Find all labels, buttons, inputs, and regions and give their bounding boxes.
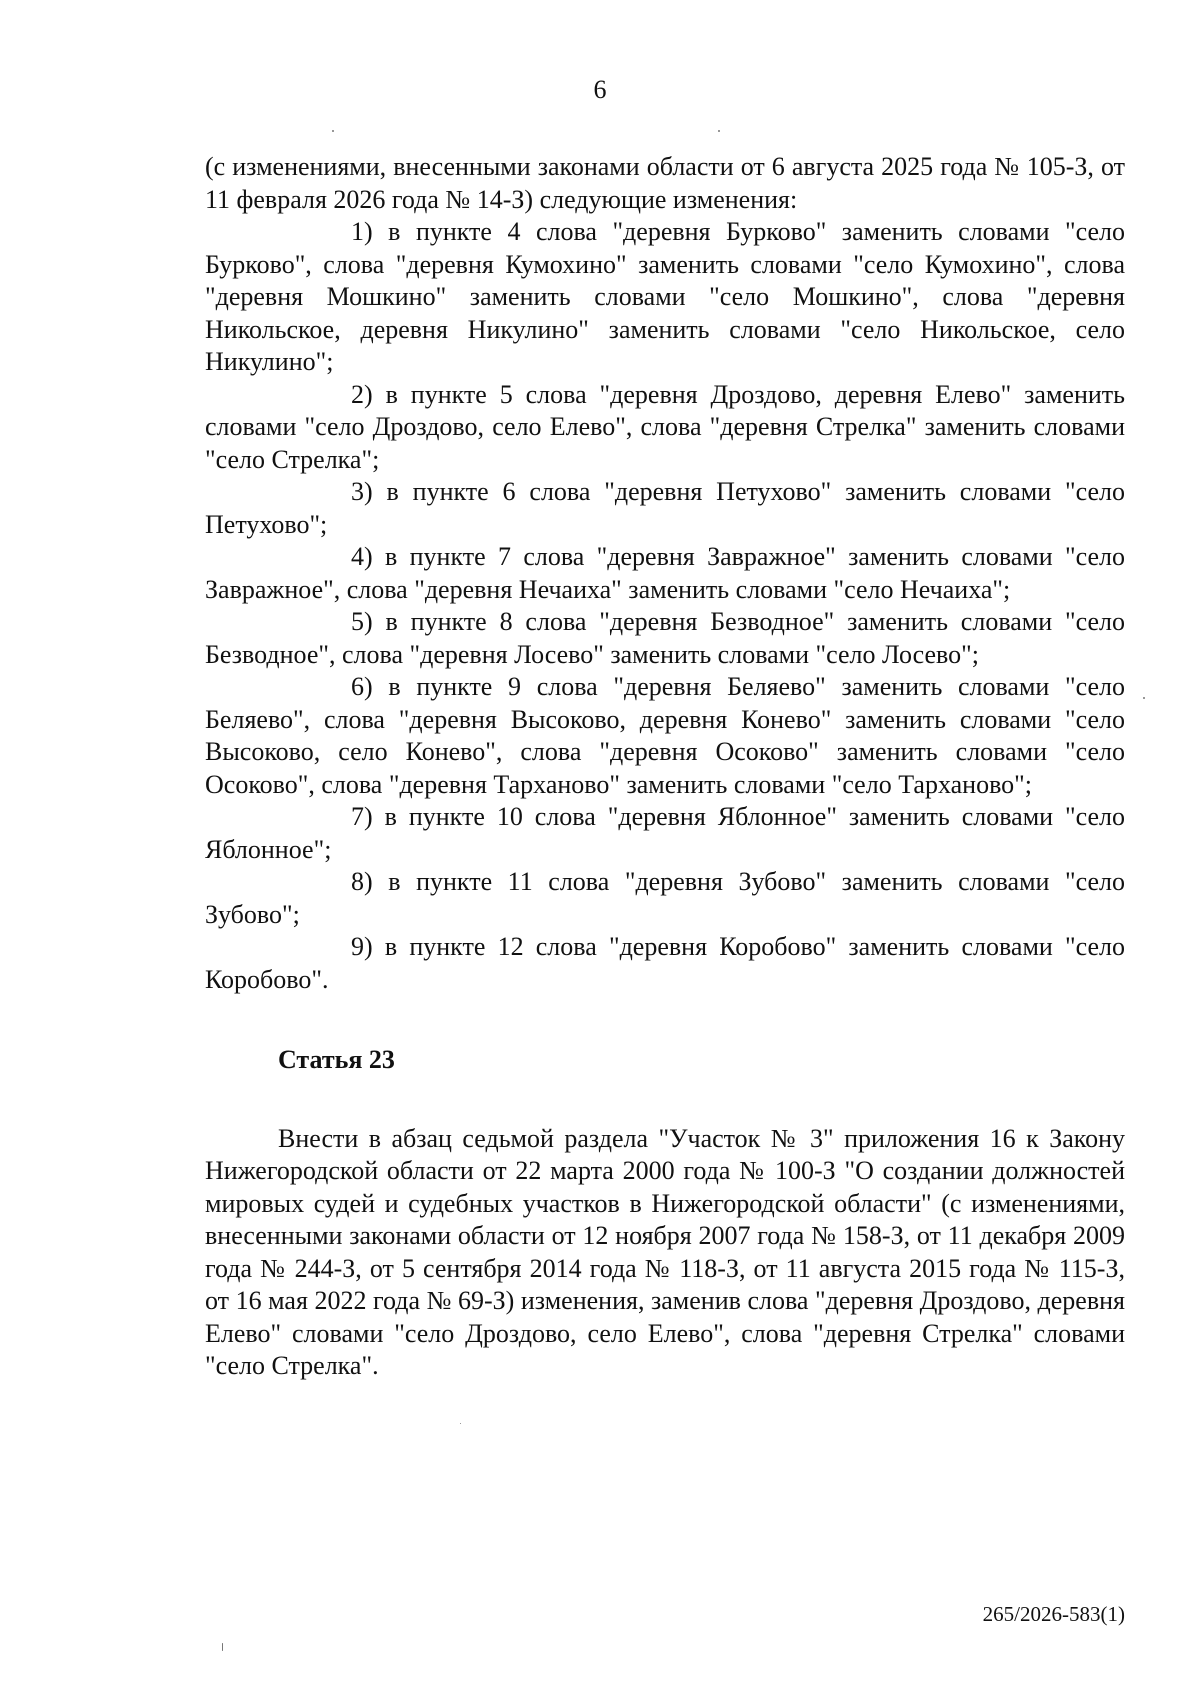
list-item-number: 4): [351, 542, 373, 571]
scan-speck: [222, 1643, 223, 1651]
list-item-text: в пункте 12 слова "деревня Коробово" заменить словами "село Коробово".: [205, 932, 1125, 994]
list-item: [205, 541, 1125, 606]
intro-paragraph: (с изменениями, внесенными законами области от 6 августа 2025 года № 105-З, от 11 февраля 2026 года № 14-З) следующие изменения:: [205, 152, 1125, 214]
list-item: [205, 671, 1125, 801]
scan-speck: [1143, 697, 1145, 699]
article-heading: Статья 23: [278, 1045, 395, 1074]
page-number: 6: [593, 75, 607, 104]
document-code: 265/2026-583(1): [982, 1602, 1125, 1626]
list-item: [205, 476, 1125, 541]
list-item-number: 5): [351, 607, 373, 636]
list-item: [205, 606, 1125, 671]
list-item-text: в пункте 11 слова "деревня Зубово" заменить словами "село Зубово";: [205, 867, 1125, 929]
document-body: [205, 151, 1125, 1383]
list-item-number: 3): [351, 477, 373, 506]
scan-speck: [332, 130, 334, 132]
list-item: [205, 866, 1125, 931]
article-paragraph: Внести в абзац седьмой раздела "Участок № 3" приложения 16 к Закону Нижегородской области от 22 марта 2000 года № 100-З "О создании должностей мировых судей и судебных участков в Нижегородской области" (с изменениями, внесенными законами области от 12 ноября 2007 года № 158-З, от 11 декабря 2009 года № 244-З, от 5 сентября 2014 года № 118-З, от 11 августа 2015 года № 115-З, от 16 мая 2022 года № 69-З) изменения, заменив слова "деревня Дроздово, деревня Елево" словами "село Дроздово, село Елево", слова "деревня Стрелка" словами "село Стрелка".: [205, 1123, 1125, 1380]
list-item-number: 8): [351, 867, 373, 896]
list-item-number: 2): [351, 379, 373, 409]
list-item-text: в пункте 4 слова "деревня Бурково" заменить словами "село Бурково", слова "деревня Кумохино" заменить словами "село Кумохино", слова "деревня Мошкино" заменить словами "село Мошкино", слова "деревня Никольское, деревня Никулино" заменить словами "село Никольское, село Никулино";: [205, 217, 1125, 376]
list-item-number: 1): [351, 217, 373, 246]
scan-speck: [718, 130, 720, 132]
list-item-text: в пункте 8 слова "деревня Безводное" заменить словами "село Безводное", слова "деревня Лосево" заменить словами "село Лосево";: [205, 607, 1126, 669]
list-item-text: в пункте 7 слова "деревня Завражное" заменить словами "село Завражное", слова "деревня Нечаиха" заменить словами "село Нечаиха";: [205, 542, 1126, 604]
scan-speck: [460, 1423, 461, 1424]
list-item: [205, 379, 1125, 477]
list-item: [205, 216, 1125, 379]
list-item-number: 6): [351, 672, 373, 701]
list-item: [205, 931, 1125, 996]
list-item: [205, 801, 1125, 866]
list-item-text: в пункте 10 слова "деревня Яблонное" заменить словами "село Яблонное";: [205, 802, 1125, 864]
list-item-text: в пункте 6 слова "деревня Петухово" заменить словами "село Петухово";: [205, 477, 1125, 539]
list-item-text: в пункте 9 слова "деревня Беляево" заменить словами "село Беляево", слова "деревня Высоково, деревня Конево" заменить словами "село Высоково, село Конево", слова "деревня Осоково" заменить словами "село Осоково", слова "деревня Тарханово" заменить словами "село Тарханово";: [205, 672, 1126, 799]
list-item-text: в пункте 5 слова "деревня Дроздово, деревня Елево" заменить словами "село Дроздово, село Елево", слова "деревня Стрелка" заменить словами "село Стрелка";: [205, 379, 1126, 474]
list-item-number: 7): [351, 802, 373, 831]
list-item-number: 9): [351, 932, 373, 961]
